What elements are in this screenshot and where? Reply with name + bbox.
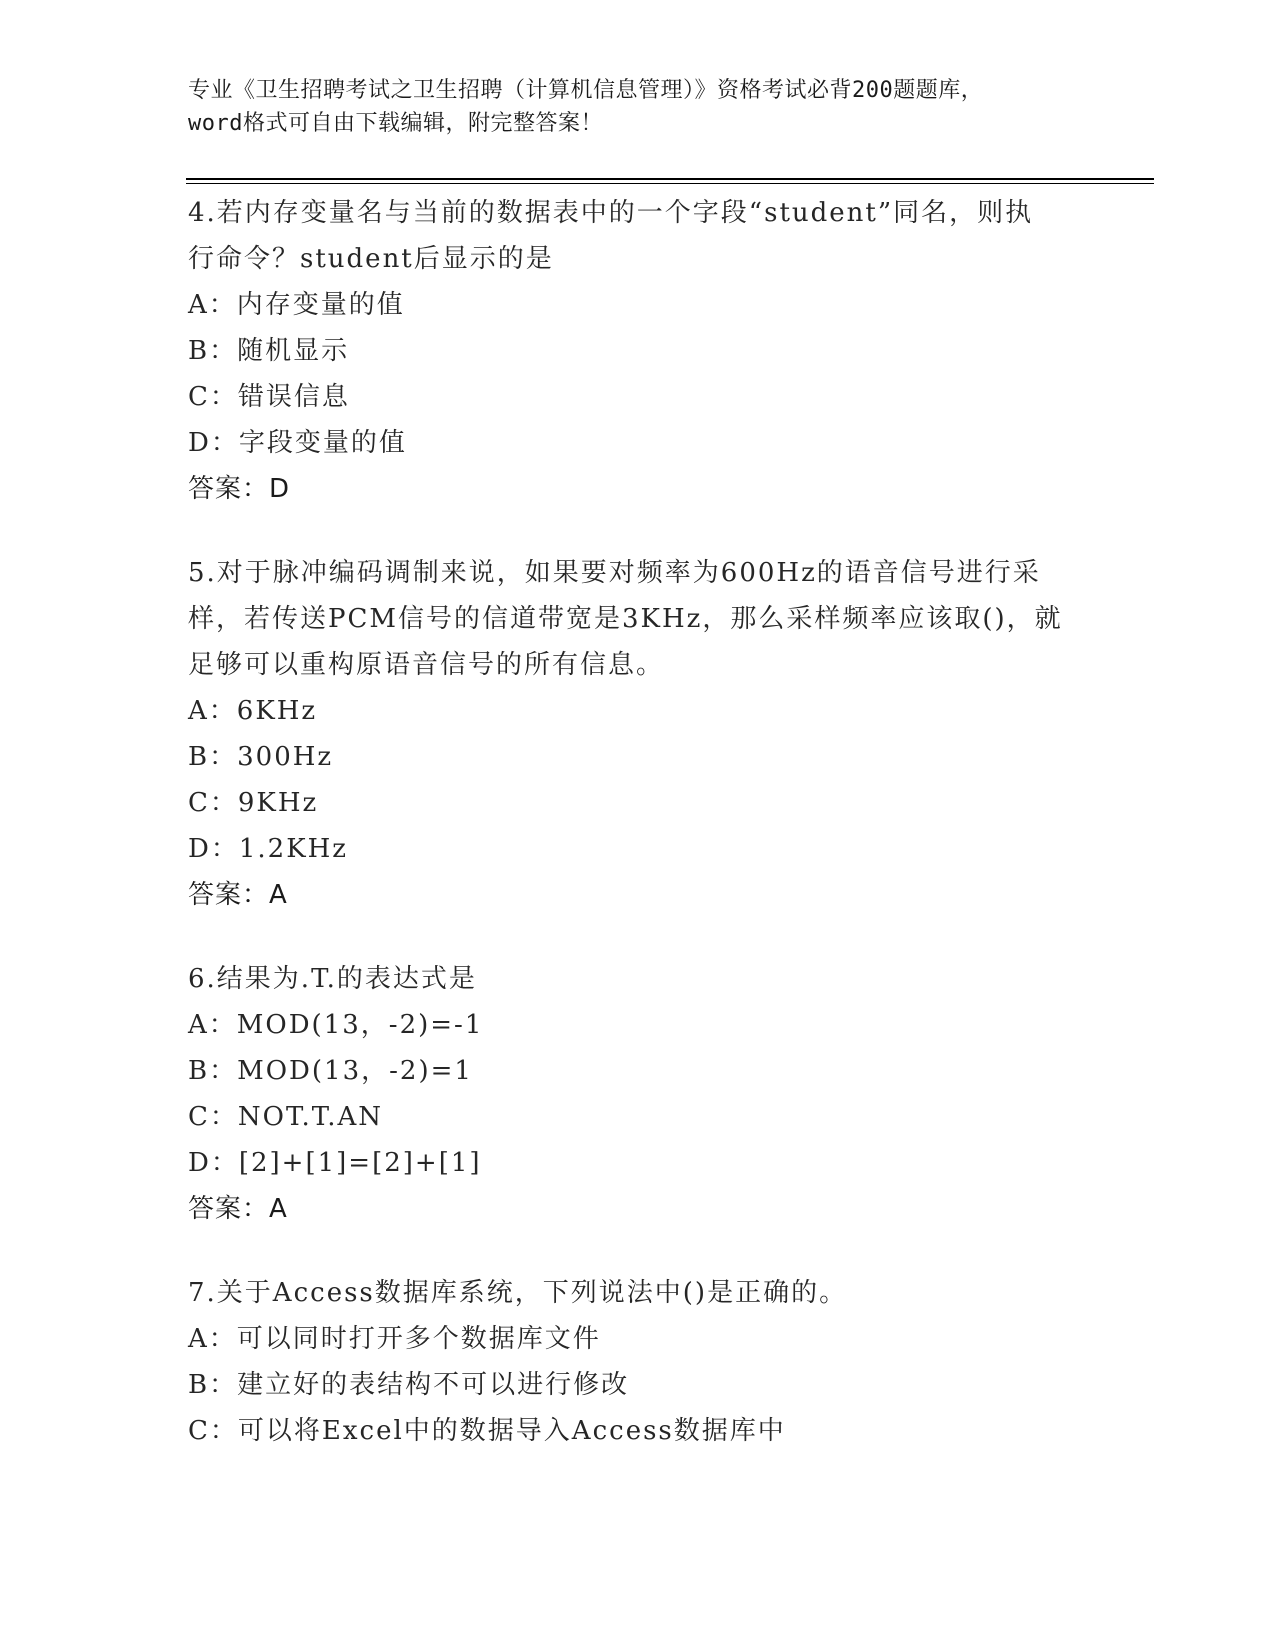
header-line-1: 专业《卫生招聘考试之卫生招聘（计算机信息管理）》资格考试必背200题题库， (188, 78, 984, 103)
question-6 (188, 956, 1088, 1232)
question-5 (188, 550, 1088, 918)
option-b: B：建立好的表结构不可以进行修改 (188, 1370, 630, 1400)
option-c: C：可以将Excel中的数据导入Access数据库中 (188, 1416, 786, 1446)
question-stem-line: 6.结果为.T.的表达式是 (188, 964, 477, 994)
header-line-2: word格式可自由下载编辑，附完整答案！ (188, 111, 603, 136)
question-spacer (188, 512, 1088, 550)
option-c: C：NOT.T.AN (188, 1102, 384, 1132)
header-divider-thick (186, 178, 1154, 180)
question-4 (188, 190, 1088, 512)
option-a: A：MOD(13，-2)=-1 (188, 1010, 484, 1040)
answer-label: 答案：A (188, 1194, 288, 1224)
option-d: D：[2]+[1]=[2]+[1] (188, 1148, 482, 1178)
option-b: B：随机显示 (188, 336, 350, 366)
option-d: D：字段变量的值 (188, 428, 407, 458)
question-stem-line: 7.关于Access数据库系统，下列说法中()是正确的。 (188, 1278, 848, 1308)
header-divider-thin (186, 183, 1154, 184)
answer-label: 答案：D (188, 474, 291, 504)
option-a: A：内存变量的值 (188, 290, 405, 320)
question-stem-line: 5.对于脉冲编码调制来说，如果要对频率为600Hz的语音信号进行采 (188, 558, 1041, 588)
question-stem-line: 4.若内存变量名与当前的数据表中的一个字段“student”同名，则执 (188, 198, 1034, 228)
question-list (188, 190, 1088, 1454)
answer-label: 答案：A (188, 880, 288, 910)
option-c: C：9KHz (188, 788, 319, 818)
question-stem-line: 样，若传送PCM信号的信道带宽是3KHz，那么采样频率应该取()，就 (188, 604, 1063, 634)
option-a: A：6KHz (188, 696, 318, 726)
document-header (188, 74, 1088, 140)
option-a: A：可以同时打开多个数据库文件 (188, 1324, 601, 1354)
question-stem-line: 足够可以重构原语音信号的所有信息。 (188, 650, 665, 680)
option-b: B：MOD(13，-2)=1 (188, 1056, 473, 1086)
question-spacer (188, 918, 1088, 956)
option-c: C：错误信息 (188, 382, 350, 412)
question-7 (188, 1270, 1088, 1454)
option-d: D：1.2KHz (188, 834, 348, 864)
question-spacer (188, 1232, 1088, 1270)
option-b: B：300Hz (188, 742, 334, 772)
question-stem-line: 行命令？student后显示的是 (188, 244, 554, 274)
